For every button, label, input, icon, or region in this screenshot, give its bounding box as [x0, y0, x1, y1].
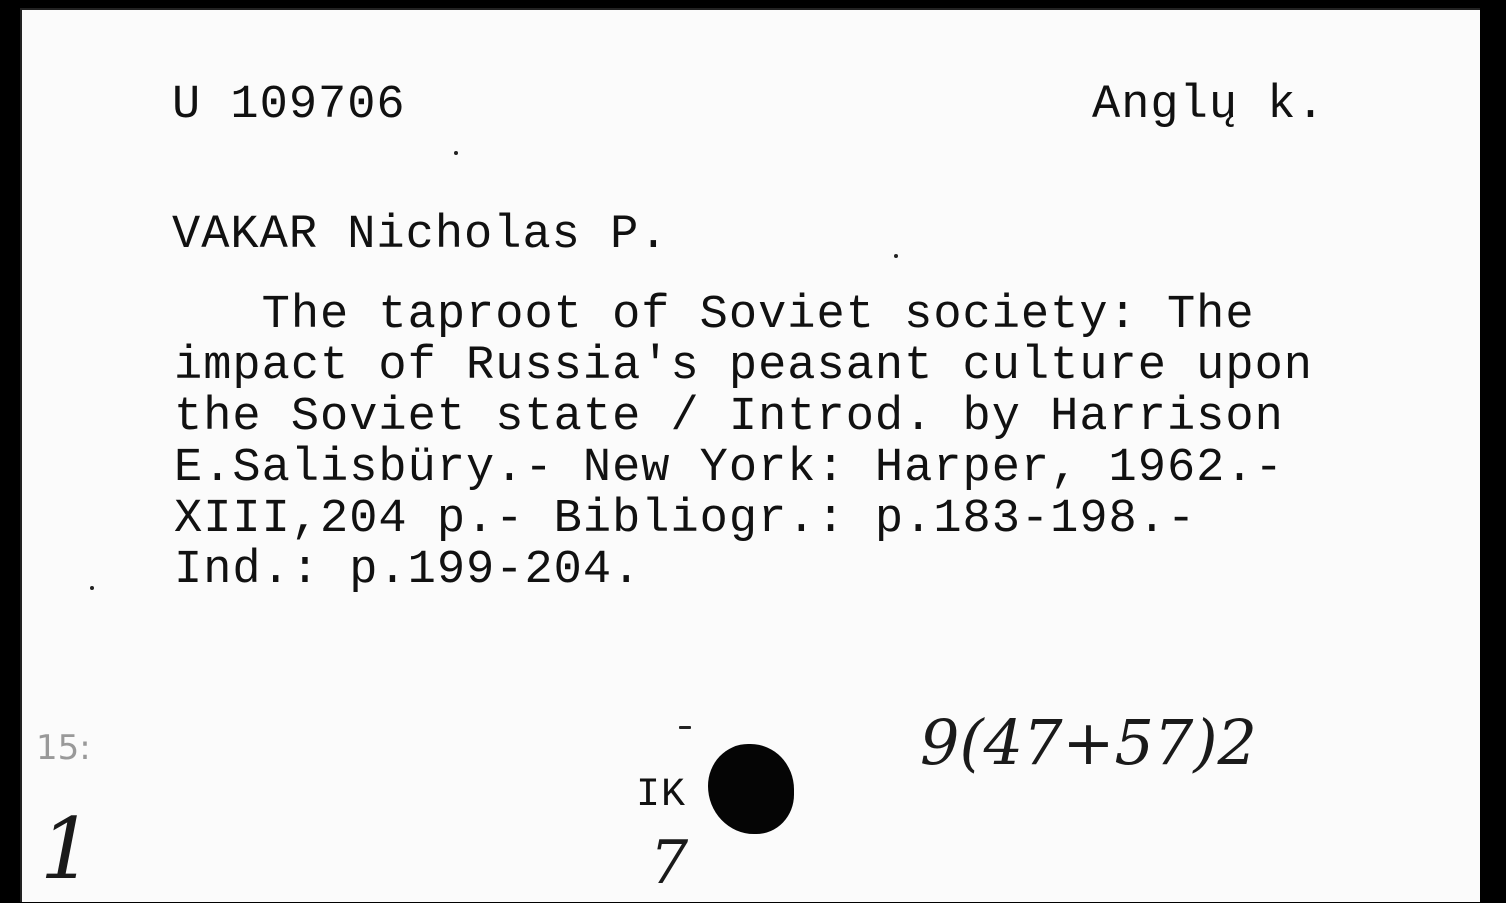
ink-blot	[708, 744, 794, 834]
author-heading: VAKAR Nicholas P.	[172, 209, 669, 262]
description-line: the Soviet state / Introd. by Harrison	[174, 391, 1284, 444]
language-tag: Anglų k.	[1092, 79, 1326, 132]
faded-stamp: 15:	[36, 728, 91, 768]
call-number: U 109706	[172, 79, 406, 132]
dash-mark	[679, 726, 691, 729]
bibliographic-description	[174, 290, 1313, 596]
handwritten-classification: 9(47+57)2	[920, 706, 1258, 779]
description-line: E.Salisbüry.- New York: Harper, 1962.-	[174, 442, 1284, 495]
catalog-card	[20, 8, 1480, 902]
speck	[454, 151, 458, 155]
description-line: XIII,204 p.- Bibliogr.: p.183-198.-	[174, 493, 1197, 546]
description-line: Ind.: p.199-204.	[174, 544, 642, 597]
speck	[894, 254, 898, 258]
description-line: impact of Russia's peasant culture upon	[174, 340, 1313, 393]
description-line: The taproot of Soviet society: The	[174, 289, 1255, 342]
speck	[90, 586, 94, 590]
handwritten-shelf-number: 7	[650, 828, 689, 898]
handwritten-copy-count: 1	[40, 800, 94, 898]
location-code: IK	[636, 773, 687, 818]
